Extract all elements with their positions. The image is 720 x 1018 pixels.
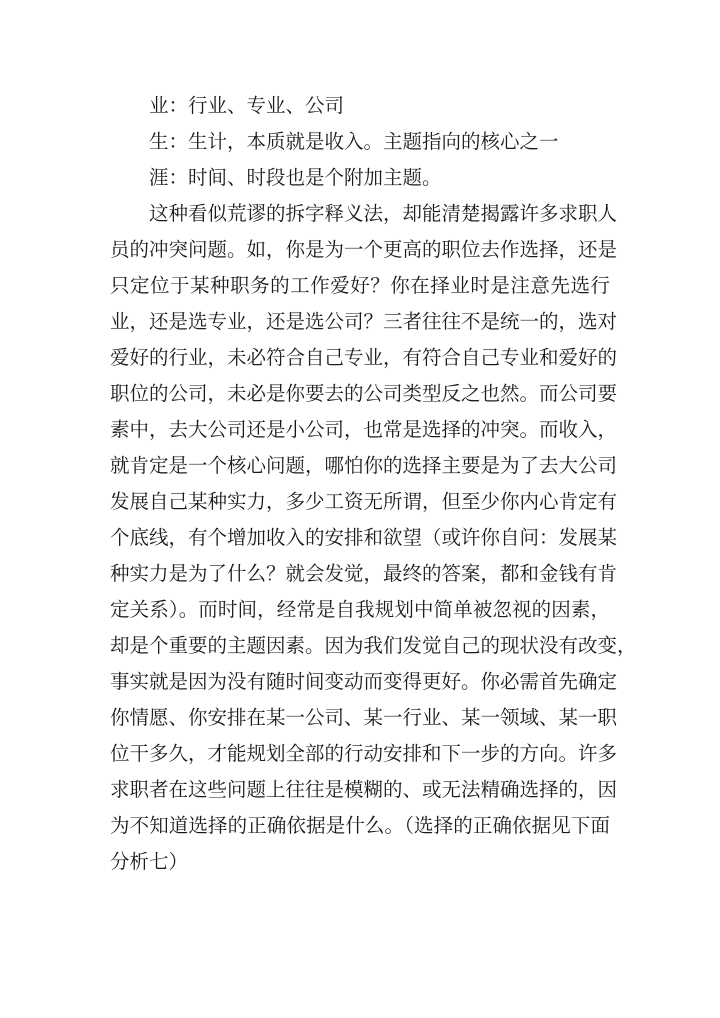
paragraph-line: 只定位于某种职务的工作爱好？你在择业时是注意先选行 xyxy=(110,274,610,297)
paragraph-line: 事实就是因为没有随时间变动而变得更好。你必需首先确定 xyxy=(110,670,618,693)
body-paragraph xyxy=(110,196,637,880)
paragraph-line: 业，还是选专业，还是选公司？三者往往不是统一的，选对 xyxy=(110,310,618,333)
paragraph-line: 你情愿、你安排在某一公司、某一行业、某一领域、某一职 xyxy=(110,706,618,729)
paragraph-line: 这种看似荒谬的拆字释义法，却能清楚揭露许多求职人 xyxy=(149,202,618,225)
paragraph-line: 就肯定是一个核心问题，哪怕你的选择主要是为了去大公司 xyxy=(110,454,618,477)
document-body xyxy=(110,88,637,880)
paragraph-line: 位干多久，才能规划全部的行动安排和下一步的方向。许多 xyxy=(110,742,618,765)
paragraph-line: 职位的公司，未必是你要去的公司类型反之也然。而公司要 xyxy=(110,382,618,405)
definition-line-ye: 业：行业、专业、公司 xyxy=(149,94,345,117)
paragraph-line: 求职者在这些问题上往往是模糊的、或无法精确选择的，因 xyxy=(110,778,618,801)
paragraph-line: 种实力是为了什么？就会发觉，最终的答案，都和金钱有肯 xyxy=(110,562,618,585)
paragraph-line: 个底线，有个增加收入的安排和欲望（或许你自问：发展某 xyxy=(110,526,618,549)
definition-line-ya: 涯：时间、时段也是个附加主题。 xyxy=(149,166,442,189)
paragraph-line: 素中，去大公司还是小公司，也常是选择的冲突。而收入， xyxy=(110,418,618,441)
paragraph-line: 却是个重要的主题因素。因为我们发觉自己的现状没有改变， xyxy=(110,634,637,657)
paragraph-line: 为不知道选择的正确依据是什么。（选择的正确依据见下面 xyxy=(110,814,610,837)
paragraph-line: 员的冲突问题。如，你是为一个更高的职位去作选择，还是 xyxy=(110,238,618,261)
paragraph-line: 爱好的行业，未必符合自己专业，有符合自己专业和爱好的 xyxy=(110,346,618,369)
paragraph-line: 发展自己某种实力，多少工资无所谓，但至少你内心肯定有 xyxy=(110,490,618,513)
paragraph-line: 分析七） xyxy=(110,850,189,873)
paragraph-line: 定关系）。而时间，经常是自我规划中简单被忽视的因素， xyxy=(110,598,610,621)
definition-line-sheng: 生：生计，本质就是收入。主题指向的核心之一 xyxy=(149,130,559,153)
